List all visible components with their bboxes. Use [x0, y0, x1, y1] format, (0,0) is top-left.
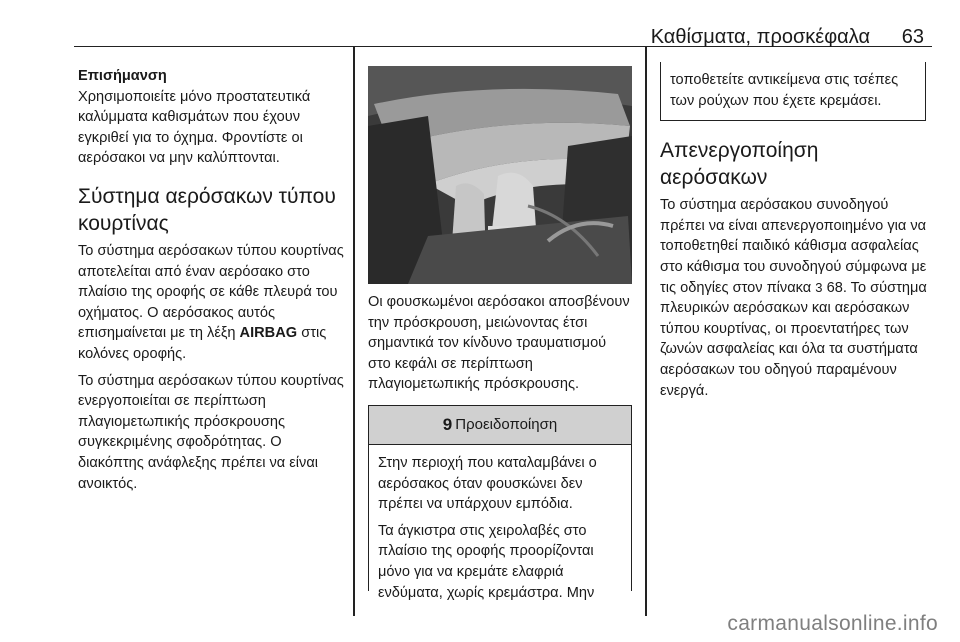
- footer-watermark: carmanualsonline.info: [727, 612, 938, 635]
- column-divider-left: [353, 46, 355, 616]
- page-number: 63: [901, 26, 924, 48]
- curtain-airbag-heading: Σύστημα αερόσακων τύπου κουρτίνας: [78, 184, 336, 235]
- photo-caption: Οι φουσκωμένοι αερόσακοι αποσβένουν την πρόσκρουση, μειώνοντας έτσι σημαντικά τον κίνδυνο τραυματισμού στο κεφάλι σε περίπτωση πλαγιομετωπικής πρόσκρουσης.: [368, 294, 630, 393]
- warning-header: [369, 406, 631, 445]
- column-3: [660, 66, 928, 401]
- curtain-airbag-paragraph-1: [78, 241, 346, 365]
- warning-body: [369, 445, 631, 601]
- airbag-label: AIRBAG: [239, 325, 298, 342]
- column-divider-right: [645, 46, 647, 616]
- warning-title: Προειδοποίηση: [455, 416, 558, 434]
- column-2: [368, 66, 632, 601]
- deactivation-paragraph: [660, 195, 928, 401]
- car-interior-illustration: [368, 66, 632, 284]
- deactivation-heading: Απενεργοποίηση αερόσακων: [660, 139, 819, 190]
- paragraph-continuation: . Το σύστημα πλευρικών αερόσακων και αερόσακων τύπου κουρτίνας, οι προεντατήρες των ζωνών ασφαλείας και όλα τα συστήματα αερόσακων του οδηγού παραμένουν ενεργά.: [660, 279, 927, 399]
- page-reference-link[interactable]: 68: [826, 279, 843, 296]
- curtain-airbag-paragraph-2: Το σύστημα αερόσακων τύπου κουρτίνας ενεργοποιείται σε περίπτωση πλαγιομετωπικής πρόσκρουσης συγκεκριμένης σφοδρότητας. Ο διακόπτης ανάφλεξης πρέπει να είναι ανοικτός.: [78, 372, 344, 492]
- curtain-airbag-photo: [368, 66, 632, 284]
- notice-text: Χρησιμοποιείτε μόνο προστατευτικά καλύμματα καθισμάτων που έχουν εγκριθεί για το όχημα. Φροντίστε οι αερόσακοι να μην καλύπτονται.: [78, 88, 311, 167]
- warning-paragraph-2: Τα άγκιστρα στις χειρολαβές στο πλαίσιο της οροφής προορίζονται μόνο για να κρεμάτε ελαφριά ενδύματα, χωρίς κρεμάστρα. Μην: [378, 522, 595, 601]
- warning-continued-text: τοποθετείτε αντικείμενα στις τσέπες των ρούχων που έχετε κρεμάσει.: [670, 72, 899, 109]
- warning-box-continued: [660, 62, 926, 121]
- notice-title: Επισήμανση: [78, 68, 167, 84]
- paragraph-text: Το σύστημα αερόσακου συνοδηγού πρέπει να είναι απενεργοποιημένο για να τοποθετηθεί παιδικό κάθισμα ασφαλείας στο κάθισμα του συνοδηγού σύμφωνα με τις οδηγίες στον πίνακα: [660, 197, 927, 296]
- column-1: [78, 66, 346, 494]
- paragraph-tail: στις κολόνες οροφής.: [78, 325, 327, 362]
- warning-paragraph-1: Στην περιοχή που καταλαμβάνει ο αερόσακος όταν φουσκώνει δεν πρέπει να υπάρχουν εμπόδια.: [378, 454, 597, 513]
- warning-triangle-icon: 9: [442, 414, 453, 434]
- paragraph-text: Το σύστημα αερόσακων τύπου κουρτίνας αποτελείται από έναν αερόσακο στο πλαίσιο της οροφής σε κάθε πλευρά του οχήματος. Ο αερόσακος αυτός επισημαίνεται με τη λέξη: [78, 242, 344, 342]
- page-reference-arrow-icon: 3: [815, 279, 823, 295]
- page-header: [74, 0, 932, 47]
- warning-box: [368, 405, 632, 601]
- page-title: Καθίσματα, προσκέφαλα: [650, 26, 870, 48]
